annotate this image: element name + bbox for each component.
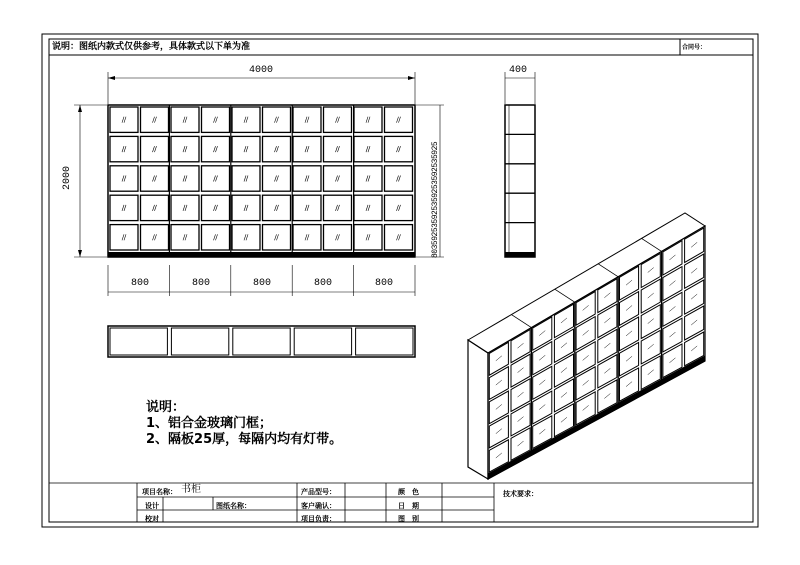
door-panel — [232, 166, 260, 191]
header-note: 说明：图纸内款式仅供参考，具体款式以下单为准 — [52, 42, 251, 52]
iso-door-panel — [598, 279, 617, 313]
door-panel — [354, 195, 382, 220]
door-panel — [324, 225, 352, 250]
glass-hatch — [246, 176, 248, 182]
iso-door-panel — [641, 253, 660, 287]
door-panel — [263, 166, 291, 191]
review-label: 校对 — [145, 515, 159, 523]
glass-hatch — [305, 234, 307, 240]
iso-glass-hatch — [604, 368, 610, 373]
glass-hatch — [366, 117, 368, 123]
iso-glass-hatch — [691, 294, 697, 299]
project-name-value: 书柜 — [181, 484, 201, 495]
iso-door-panel — [685, 254, 704, 288]
door-panel — [202, 195, 230, 220]
top-bay — [110, 328, 167, 355]
glass-hatch — [244, 234, 246, 240]
shelf-spacing-chain — [431, 106, 440, 258]
iso-glass-hatch — [583, 380, 589, 385]
iso-door-panel — [554, 329, 573, 362]
door-panel — [232, 195, 260, 220]
glass-hatch — [183, 146, 185, 152]
front-view — [108, 105, 415, 257]
glass-hatch — [397, 205, 399, 211]
bay-width-2: 800 — [192, 278, 211, 289]
glass-hatch — [214, 117, 216, 123]
bay-width-5: 800 — [375, 278, 394, 289]
door-panel — [110, 107, 138, 132]
glass-hatch — [397, 117, 399, 123]
iso-door-panel — [533, 391, 552, 424]
iso-glass-hatch — [583, 305, 589, 310]
door-panel — [202, 225, 230, 250]
depth-label: 400 — [509, 65, 528, 76]
glass-hatch — [244, 205, 246, 211]
glass-hatch — [244, 176, 246, 182]
iso-door-panel — [641, 305, 660, 339]
glass-hatch — [277, 234, 279, 240]
bay-width-3: 800 — [253, 278, 272, 289]
outer-border — [42, 34, 758, 527]
iso-door-panel — [554, 354, 573, 387]
iso-glass-hatch — [518, 343, 524, 348]
iso-glass-hatch — [583, 405, 589, 410]
iso-glass-hatch — [561, 392, 567, 397]
iso-door-panel — [620, 317, 639, 351]
product-model-label: 产品型号： — [301, 488, 336, 496]
dimension-arrows — [78, 76, 415, 257]
glass-hatch — [124, 117, 126, 123]
total-width-label: 4000 — [249, 65, 274, 76]
door-panel — [263, 136, 291, 161]
design-label: 设计 — [145, 502, 159, 510]
iso-glass-hatch — [669, 281, 675, 286]
glass-hatch — [399, 146, 401, 152]
top-bay — [356, 328, 413, 355]
iso-glass-hatch — [518, 417, 524, 422]
glass-hatch — [366, 205, 368, 211]
door-panel — [202, 136, 230, 161]
spacing-7: 25 — [431, 184, 440, 194]
spacing-10: 359 — [431, 150, 440, 164]
iso-glass-hatch — [561, 417, 567, 422]
door-panel — [110, 195, 138, 220]
glass-hatch — [336, 234, 338, 240]
tech-req-label: 技术要求： — [503, 490, 538, 498]
glass-hatch — [183, 117, 185, 123]
iso-glass-hatch — [561, 368, 567, 373]
iso-glass-hatch — [604, 343, 610, 348]
isometric-view — [468, 213, 705, 479]
glass-hatch — [338, 176, 340, 182]
glass-hatch — [246, 146, 248, 152]
iso-door-panel — [641, 279, 660, 313]
iso-door-panel — [641, 330, 660, 364]
glass-hatch — [277, 146, 279, 152]
note-item-1: 1、铝合金玻璃门框； — [146, 416, 273, 431]
iso-glass-hatch — [604, 318, 610, 323]
iso-glass-hatch — [626, 306, 632, 311]
glass-hatch — [399, 117, 401, 123]
project-name-label: 项目名称： — [142, 488, 177, 496]
door-panel — [324, 136, 352, 161]
spacing-2: 359 — [431, 236, 440, 250]
glass-hatch — [216, 234, 218, 240]
door-panel — [171, 195, 199, 220]
glass-hatch — [397, 234, 399, 240]
iso-door-panel — [598, 329, 617, 362]
glass-hatch — [368, 176, 370, 182]
glass-hatch — [305, 146, 307, 152]
glass-hatch — [397, 146, 399, 152]
door-panel — [232, 225, 260, 250]
door-panel — [385, 136, 413, 161]
iso-door-panel — [554, 304, 573, 337]
glass-hatch — [185, 205, 187, 211]
date-label: 日 期 — [398, 502, 419, 510]
iso-door-panel — [554, 379, 573, 412]
glass-hatch — [307, 176, 309, 182]
door-panel — [293, 225, 321, 250]
iso-glass-hatch — [539, 355, 545, 360]
total-height-label: 2000 — [62, 165, 73, 190]
door-panel — [354, 166, 382, 191]
glass-hatch — [216, 117, 218, 123]
iso-glass-hatch — [691, 346, 697, 351]
iso-top-divider — [555, 289, 575, 302]
glass-hatch — [214, 176, 216, 182]
iso-glass-hatch — [669, 332, 675, 337]
door-panel — [232, 107, 260, 132]
customer-confirm-label: 客户确认： — [301, 502, 336, 510]
door-panel — [324, 107, 352, 132]
contract-label: 合同号： — [682, 44, 707, 51]
glass-hatch — [153, 205, 155, 211]
glass-hatch — [244, 117, 246, 123]
glass-hatch — [244, 146, 246, 152]
iso-glass-hatch — [604, 293, 610, 298]
iso-glass-hatch — [518, 368, 524, 373]
door-panel — [202, 166, 230, 191]
project-lead-label: 项目负责： — [301, 515, 336, 523]
iso-glass-hatch — [561, 343, 567, 348]
glass-hatch — [155, 234, 157, 240]
door-panel — [171, 107, 199, 132]
glass-hatch — [307, 117, 309, 123]
door-panel — [324, 166, 352, 191]
door-panel — [171, 166, 199, 191]
iso-glass-hatch — [604, 394, 610, 399]
iso-glass-hatch — [648, 268, 654, 273]
door-panel — [385, 107, 413, 132]
door-panel — [141, 107, 169, 132]
door-panel — [385, 225, 413, 250]
door-panel — [263, 195, 291, 220]
iso-door-panel — [511, 354, 530, 387]
glass-hatch — [122, 117, 124, 123]
iso-glass-hatch — [669, 306, 675, 311]
glass-hatch — [338, 117, 340, 123]
iso-door-panel — [663, 318, 682, 352]
notes-title: 说明： — [146, 400, 186, 415]
door-panel — [110, 166, 138, 191]
color-label: 颜 色 — [398, 488, 419, 496]
glass-hatch — [338, 146, 340, 152]
glass-hatch — [183, 205, 185, 211]
iso-door-panel — [576, 292, 595, 326]
glass-hatch — [155, 146, 157, 152]
spacing-9: 25 — [431, 163, 440, 172]
door-grid — [110, 105, 413, 252]
glass-hatch — [214, 146, 216, 152]
iso-door-panel — [489, 391, 508, 424]
iso-glass-hatch — [539, 405, 545, 410]
door-panel — [171, 225, 199, 250]
glass-hatch — [275, 205, 277, 211]
glass-hatch — [183, 234, 185, 240]
glass-hatch — [216, 205, 218, 211]
glass-hatch — [124, 205, 126, 211]
glass-hatch — [122, 205, 124, 211]
door-panel — [171, 136, 199, 161]
iso-glass-hatch — [539, 429, 545, 434]
door-panel — [141, 225, 169, 250]
glass-hatch — [366, 146, 368, 152]
iso-glass-hatch — [496, 380, 502, 385]
bay-width-1: 800 — [131, 278, 150, 289]
glass-hatch — [216, 146, 218, 152]
note-item-2: 2、隔板25厚，每隔内均有灯带。 — [146, 432, 343, 447]
glass-hatch — [399, 205, 401, 211]
iso-glass-hatch — [518, 441, 524, 446]
glass-hatch — [338, 234, 340, 240]
top-bay — [294, 328, 351, 355]
iso-glass-hatch — [496, 356, 502, 361]
glass-hatch — [397, 176, 399, 182]
glass-hatch — [366, 234, 368, 240]
iso-door-panel — [663, 292, 682, 326]
top-bay — [233, 328, 290, 355]
door-panel — [324, 195, 352, 220]
iso-glass-hatch — [626, 356, 632, 361]
plinth — [108, 252, 415, 257]
glass-hatch — [183, 176, 185, 182]
door-panel — [263, 107, 291, 132]
glass-hatch — [336, 205, 338, 211]
iso-glass-hatch — [691, 268, 697, 273]
iso-glass-hatch — [648, 370, 654, 375]
iso-glass-hatch — [496, 404, 502, 409]
glass-hatch — [124, 146, 126, 152]
bay-width-4: 800 — [314, 278, 333, 289]
door-panel — [141, 166, 169, 191]
glass-hatch — [277, 205, 279, 211]
glass-hatch — [399, 234, 401, 240]
door-panel — [263, 225, 291, 250]
glass-hatch — [153, 176, 155, 182]
glass-hatch — [155, 176, 157, 182]
glass-hatch — [277, 176, 279, 182]
iso-glass-hatch — [648, 293, 654, 298]
glass-hatch — [307, 146, 309, 152]
glass-hatch — [185, 146, 187, 152]
door-panel — [110, 136, 138, 161]
glass-hatch — [214, 205, 216, 211]
iso-glass-hatch — [539, 331, 545, 336]
door-panel — [293, 136, 321, 161]
glass-hatch — [275, 234, 277, 240]
glass-hatch — [305, 117, 307, 123]
iso-door-panel — [511, 379, 530, 412]
iso-glass-hatch — [518, 392, 524, 397]
glass-hatch — [368, 146, 370, 152]
iso-door-panel — [511, 403, 530, 436]
iso-door-panel — [533, 366, 552, 399]
iso-door-panel — [663, 241, 682, 275]
glass-hatch — [338, 205, 340, 211]
door-panel — [354, 136, 382, 161]
iso-glass-hatch — [648, 344, 654, 349]
glass-hatch — [336, 146, 338, 152]
glass-hatch — [122, 176, 124, 182]
glass-hatch — [277, 117, 279, 123]
door-panel — [110, 225, 138, 250]
glass-hatch — [122, 234, 124, 240]
iso-door-panel — [685, 280, 704, 314]
iso-door-panel — [576, 367, 595, 400]
top-view — [108, 326, 415, 357]
spacing-5: 25 — [431, 206, 440, 215]
door-panel — [141, 136, 169, 161]
glass-hatch — [305, 205, 307, 211]
glass-hatch — [368, 205, 370, 211]
iso-glass-hatch — [691, 242, 697, 247]
glass-hatch — [275, 117, 277, 123]
glass-hatch — [185, 234, 187, 240]
door-panel — [293, 195, 321, 220]
spacing-11: 25 — [431, 141, 440, 151]
spacing-6: 359 — [431, 193, 440, 207]
iso-top-divider — [642, 238, 662, 251]
iso-glass-hatch — [496, 429, 502, 434]
spacing-4: 359 — [431, 214, 440, 228]
iso-door-panel — [620, 266, 639, 300]
iso-glass-hatch — [496, 453, 502, 458]
door-panel — [202, 107, 230, 132]
glass-hatch — [307, 234, 309, 240]
door-panel — [354, 225, 382, 250]
door-panel — [385, 166, 413, 191]
glass-hatch — [124, 234, 126, 240]
glass-hatch — [216, 176, 218, 182]
iso-glass-hatch — [583, 355, 589, 360]
glass-hatch — [305, 176, 307, 182]
glass-hatch — [368, 234, 370, 240]
door-panel — [232, 136, 260, 161]
iso-door-panel — [576, 342, 595, 375]
iso-glass-hatch — [669, 358, 675, 363]
iso-door-panel — [489, 367, 508, 400]
iso-glass-hatch — [583, 330, 589, 335]
iso-glass-hatch — [561, 318, 567, 323]
glass-hatch — [368, 117, 370, 123]
glass-hatch — [185, 176, 187, 182]
glass-hatch — [399, 176, 401, 182]
glass-hatch — [214, 234, 216, 240]
scale-label: 图 别 — [398, 515, 419, 523]
iso-door-panel — [685, 228, 704, 262]
glass-hatch — [246, 117, 248, 123]
glass-hatch — [275, 146, 277, 152]
iso-door-panel — [598, 355, 617, 388]
spacing-1: 80 — [431, 249, 440, 258]
iso-door-panel — [663, 267, 682, 301]
glass-hatch — [155, 117, 157, 123]
iso-top-divider — [511, 315, 531, 328]
glass-hatch — [307, 205, 309, 211]
iso-glass-hatch — [626, 331, 632, 336]
iso-door-panel — [620, 342, 639, 375]
iso-glass-hatch — [626, 280, 632, 285]
glass-hatch — [124, 176, 126, 182]
iso-door-panel — [598, 304, 617, 338]
iso-door-panel — [620, 292, 639, 326]
door-panel — [385, 195, 413, 220]
iso-glass-hatch — [648, 319, 654, 324]
inner-border — [49, 39, 753, 522]
glass-hatch — [155, 205, 157, 211]
door-panel — [293, 166, 321, 191]
iso-door-panel — [576, 317, 595, 350]
drawing-name-label: 图纸名称： — [216, 502, 251, 510]
iso-glass-hatch — [539, 380, 545, 385]
iso-glass-hatch — [669, 255, 675, 260]
glass-hatch — [246, 234, 248, 240]
door-panel — [141, 195, 169, 220]
glass-hatch — [185, 117, 187, 123]
glass-hatch — [153, 146, 155, 152]
spacing-3: 25 — [431, 227, 440, 237]
glass-hatch — [122, 146, 124, 152]
glass-hatch — [275, 176, 277, 182]
iso-door-panel — [685, 306, 704, 340]
iso-door-panel — [533, 342, 552, 375]
glass-hatch — [336, 117, 338, 123]
iso-top-divider — [598, 264, 618, 277]
door-panel — [293, 107, 321, 132]
glass-hatch — [153, 234, 155, 240]
spacing-8: 359 — [431, 171, 440, 185]
iso-door-panel — [489, 415, 508, 447]
glass-hatch — [246, 205, 248, 211]
top-bay — [171, 328, 228, 355]
side-view — [505, 72, 535, 257]
glass-hatch — [153, 117, 155, 123]
door-panel — [354, 107, 382, 132]
glass-hatch — [366, 176, 368, 182]
iso-glass-hatch — [626, 382, 632, 387]
glass-hatch — [336, 176, 338, 182]
iso-glass-hatch — [691, 320, 697, 325]
